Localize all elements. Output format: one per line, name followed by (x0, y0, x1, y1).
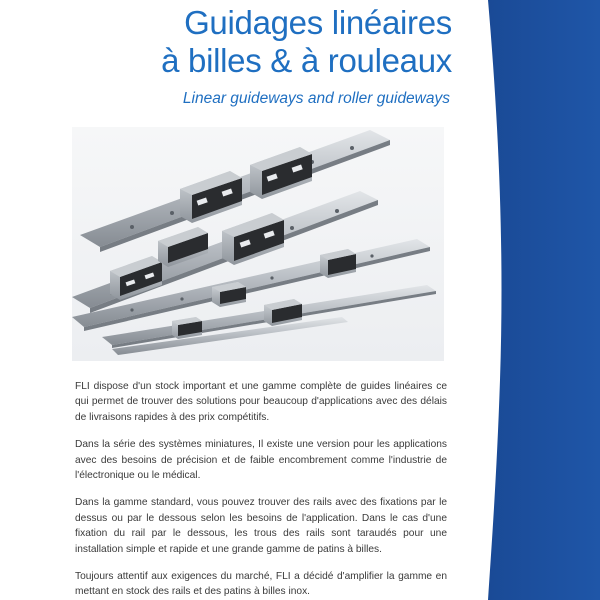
body-text (75, 379, 447, 600)
title-block (161, 4, 452, 80)
paragraph-2: Dans la série des systèmes miniatures, Il existe une version pour les applications avec des besoins de précision et de faible encombrement comme l'industrie de l'électronique ou le médical. (75, 439, 447, 482)
carriage-block-9 (172, 317, 202, 339)
page-title-line-2: à billes & à rouleaux (161, 42, 452, 79)
page-subtitle: Linear guideways and roller guideways (182, 90, 450, 107)
product-photo (72, 127, 444, 361)
paragraph-3: Dans la gamme standard, vous pouvez trouver des rails avec des fixations par le dessus ou par le dessous selon les besoins de l'application. Dans le cas d'une fixation du rail par le dessous, les trous des rails sont taraudés pour une installation simple et rapide et une grande gamme de patins à billes. (75, 497, 447, 555)
page-title-line-1: Guidages linéaires (184, 4, 452, 41)
paragraph-4: Toujours attentif aux exigences du marché, FLI a décidé d'amplifier la gamme en mettant en stock des rails et des patins à billes inox. (75, 571, 447, 598)
paragraph-1: FLI dispose d'un stock important et une gamme complète de guides linéaires ce qui permet de trouver des solutions pour beaucoup d'applications avec des délais de livraisons rapides à des prix compétitifs. (75, 381, 447, 423)
